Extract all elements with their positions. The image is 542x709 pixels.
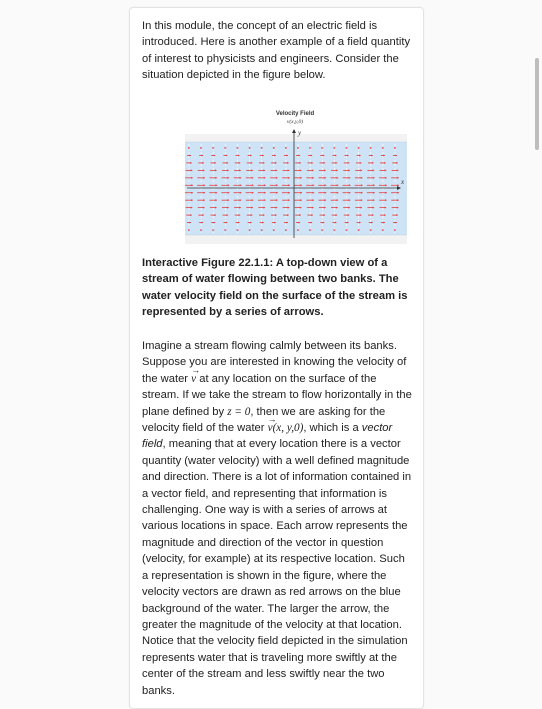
velocity-vector-symbol: → v	[191, 371, 196, 387]
body-text-1: Imagine a stream flowing calmly between its banks. Suppose you are interested in knowing the velocity of the water	[142, 340, 407, 385]
velocity-field-figure[interactable]	[185, 104, 407, 244]
figure-caption: Interactive Figure 22.1.1: A top-down view of a stream of water flowing between two banks. The water velocity field on the surface of the stream is represented by a series of arrows.	[142, 257, 408, 319]
body-text-3: , then we are asking for the velocity field of the water	[142, 405, 386, 435]
content-card	[129, 7, 424, 709]
plane-equation: z = 0	[227, 405, 251, 418]
figure-title: Velocity Field	[275, 111, 315, 117]
y-axis-arrowhead	[292, 129, 296, 133]
body-text-5: , meaning that at every location there is a vector quantity (water velocity) with a well defined magnitude and direction. There is a lot of information contained in a vector field, and representing that information is challenging. One way is with a series of arrows at various locations in space. Each arrow represents the magnitude and direction of the vector in question (velocity, for example) at its respective location. Such a representation is shown in the figure, where the velocity vectors are drawn as red arrows on the blue background of the water. The larger the arrow, the greater the magnitude of the velocity at that location. Notice that the velocity field depicted in the simulation represents water that is traveling more swiftly at the center of the stream and less swiftly near the two banks.	[142, 438, 412, 697]
stream-water	[185, 142, 407, 235]
vector-field-term: vector field	[142, 422, 393, 451]
body-text-4: , which is a	[303, 422, 362, 435]
velocity-field-args: (x, y,0)	[272, 422, 304, 435]
body-text-2: at any location on the surface of the stream. If we take the stream to flow horizontally in the plane defined by	[142, 372, 412, 418]
x-axis-label: x	[401, 178, 405, 186]
scrollbar-thumb[interactable]	[535, 58, 539, 150]
velocity-field-svg	[185, 104, 407, 244]
velocity-field-symbol: → v	[268, 420, 273, 436]
intro-paragraph: In this module, the concept of an electric field is introduced. Here is another example of a field quantity of interest to physicists and engineers. Consider the situation depicted in the figure below.	[142, 20, 411, 82]
y-axis-label: y	[298, 129, 302, 137]
body-paragraph	[142, 338, 412, 699]
figure-subtitle: v(x,y,0)	[286, 119, 304, 125]
